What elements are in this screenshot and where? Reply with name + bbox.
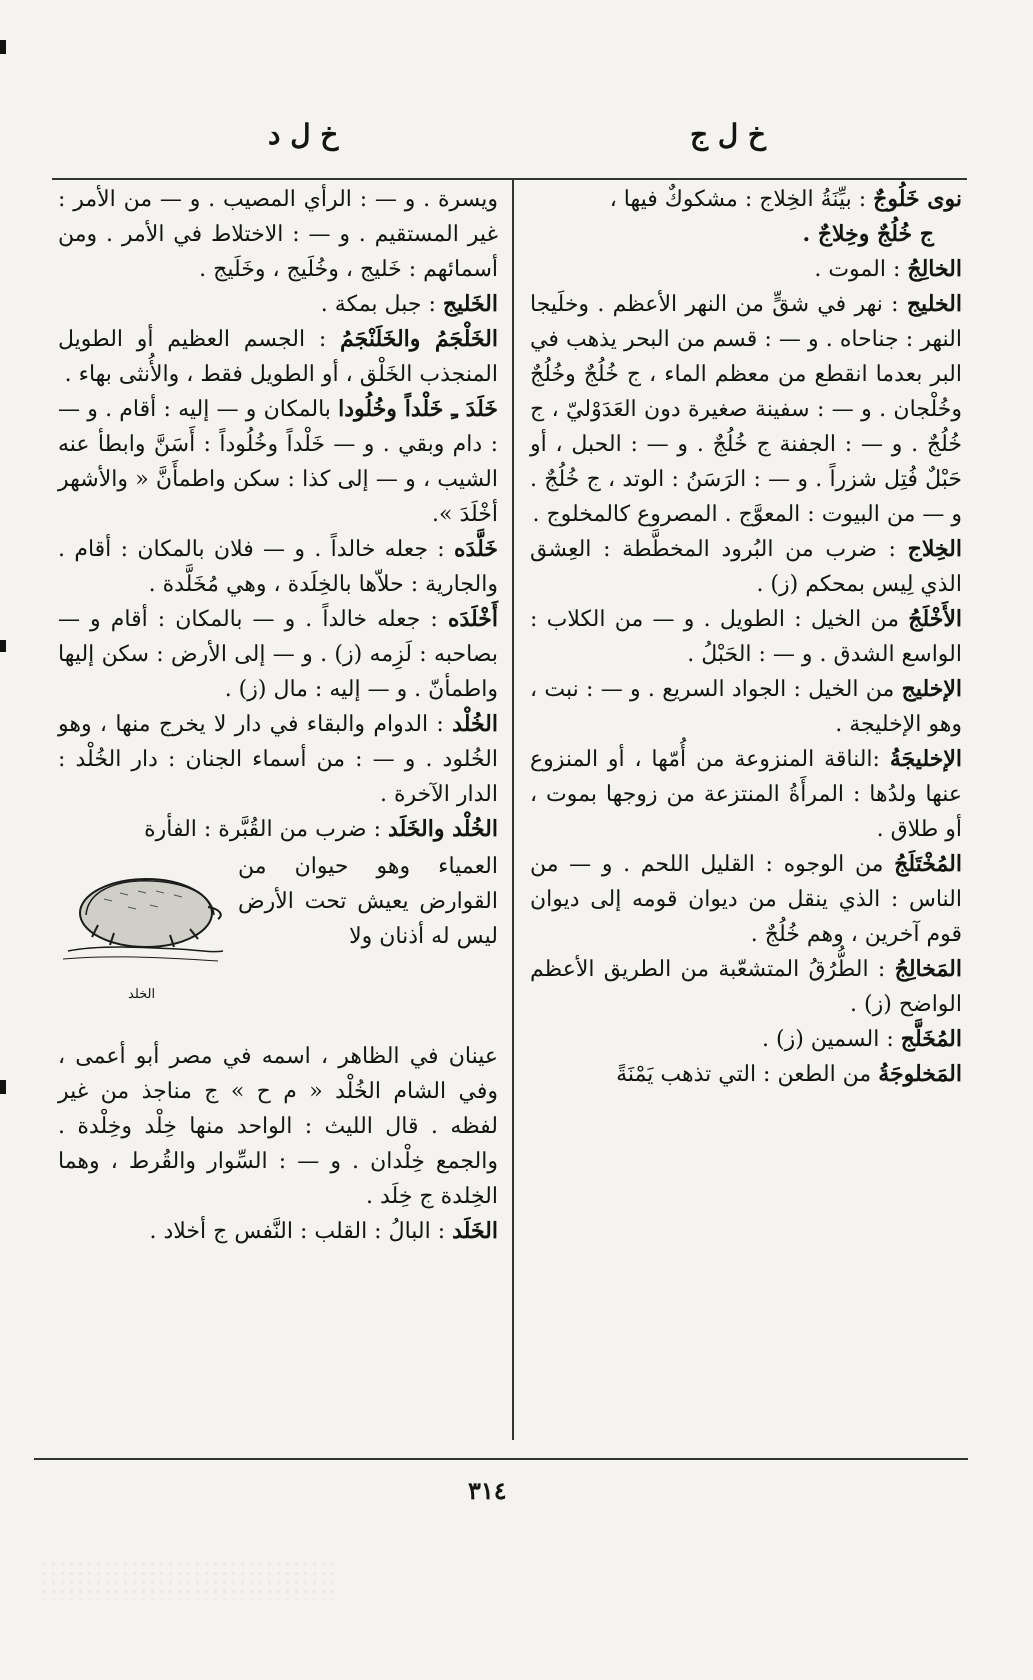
entry-headword: خَلَدَ ـِ خَلْداً وخُلُودا (338, 396, 499, 422)
scan-edge-mark (0, 1080, 6, 1094)
entry-definition: من الطعن : التي تذهب يَمْنَةً (616, 1062, 872, 1087)
entry-headword: الأَخْلَجُ (908, 606, 962, 632)
dictionary-entry (530, 287, 962, 532)
entry-headword: الإخليجَةُ (889, 746, 962, 772)
dictionary-entry (530, 182, 962, 252)
entry-headword: المَخالِجُ (894, 956, 962, 982)
entry-definition: من الوجوه : القليل اللحم . و — من الناس : الذي ينقل من ديوان قومه إلى ديوان قوم آخرين ، وهم خُلُجٌ . (530, 852, 962, 947)
dictionary-entry (58, 602, 498, 707)
animal-entry-text: العمياء وهو حيوان من القوارض يعيش تحت الأرض ليس له أذنان ولا (238, 854, 498, 949)
dictionary-entry (58, 707, 498, 812)
dictionary-entry (530, 1022, 962, 1057)
scan-edge-mark (0, 640, 6, 652)
dictionary-entry (530, 1057, 962, 1092)
entry-definition: : ضرب من البُرود المخطَّطة : العِشق الذي لِيس بمحكم (ز) . (530, 537, 962, 597)
dictionary-entry (58, 1214, 498, 1249)
entry-definition: : جبل بمكة . (320, 292, 436, 317)
bottom-rule (34, 1458, 968, 1460)
entry-definition: : الجسم العظيم أو الطويل المنجذب الخَلْق ، أو الطويل فقط ، والأُنثى بهاء . (58, 327, 498, 387)
dictionary-entry (530, 602, 962, 672)
entry-definition: : جعله خالداً . و — فلان بالمكان : أقام . والجارية : حلاّها بالخِلَدة ، وهي مُخَلَّدة . (58, 537, 498, 597)
animal-illustration-block (58, 849, 498, 1035)
entry-headword: الخالِجُ (907, 256, 962, 282)
dictionary-entry (58, 1039, 498, 1214)
entry-definition: : السمين (ز) . (762, 1027, 894, 1052)
scan-noise (40, 1560, 340, 1600)
entry-definition: ويسرة . و — : الرأي المصيب . و — من الأمر : غير المستقيم . و — : الاختلاط في الأمر . ومن أسمائهم : خَليج ، وخُلَيج ، وخَلَيج . (58, 187, 498, 282)
entry-definition: :الناقة المنزوعة من أُمّها ، أو المنزوع عنها ولدُها : المرأَةُ المنتزعة من زوجها بموت ، أو طلاق . (530, 747, 962, 842)
entry-definition: : جعله خالداً . و — بالمكان : أقام و — بصاحبه : لَزِمه (ز) . و — إلى الأرض : سكن إليها واطمأنّ . و — إليه : مال (ز) . (58, 607, 498, 702)
entry-headword: خَلَّدَه (454, 536, 498, 562)
right-column (530, 182, 962, 1092)
dictionary-entry (530, 672, 962, 742)
entry-headword: الخَلْجَمُ والخَلَنْجَمُ (340, 326, 498, 352)
entry-headword: أَخْلَدَه (447, 606, 498, 632)
illustration-caption: الخلد (128, 987, 156, 1002)
dictionary-entry (58, 182, 498, 287)
entry-definition: : الدوام والبقاء في دار لا يخرج منها ، وهو الخُلود . و — : من أسماء الجنان : دار الخُلْد : الدار الآخرة . (58, 712, 498, 807)
column-separator (512, 178, 514, 1440)
header-root-right: خ ل ج (690, 118, 766, 151)
entry-plural: ج خُلُجٌ وخِلاجٌ . (802, 221, 934, 247)
entry-headword: الخَلَد (452, 1218, 498, 1244)
dictionary-entry (530, 952, 962, 1022)
dictionary-entry (530, 532, 962, 602)
dictionary-entry (58, 532, 498, 602)
entry-definition: : البالُ : القلب : النَّفس ج أخلاد . (149, 1219, 446, 1244)
dictionary-entry (58, 392, 498, 532)
dictionary-entry (58, 812, 498, 847)
entry-headword: الخَليج (442, 291, 498, 317)
entry-headword: الخُلْد والخَلَد (388, 816, 498, 842)
entry-definition: : الموت . (814, 257, 901, 282)
left-column (58, 182, 498, 1249)
dictionary-entry (530, 252, 962, 287)
entry-headword: الخُلْد (452, 711, 498, 737)
dictionary-entry (530, 847, 962, 952)
entry-definition: من الخيل : الطويل . و — من الكلاب : الواسع الشدق . و — : الحَبْلُ . (530, 607, 962, 667)
entry-definition: من الخيل : الجواد السريع . و — : نبت ، وهو الإخليجة . (530, 677, 962, 737)
entry-definition: : ضرب من القُبَّرة : الفأرة (144, 817, 382, 842)
entry-headword: الخِلاج (907, 536, 962, 562)
entry-definition: : بيِّنَةُ الخِلاج : مشكوكٌ فيها ، (609, 187, 867, 212)
entry-definition: عينان في الظاهر ، اسمه في مصر أبو أعمى ، وفي الشام الخُلْد « م ح » ج مناجذ من غير لفظه . قال الليث : الواحد منها خِلْد وخِلْدة . والجمع خِلْدان . و — : السِّوار والقُرط ، وهما الخِلدة ج خِلَد . (58, 1044, 498, 1209)
entry-headword: نوى خَلُوجٌ (873, 186, 962, 212)
entry-definition: : نهر في شقٍّ من النهر الأعظم . وخلَيجا النهر : جناحاه . و — : قسم من البحر يذهب في البر بعدما انقطع من معظم الماء ، ج خُلُجٌ وخُلُجٌ وخُلْجان . و — : سفينة صغيرة دون العَدَوْليّ ، ج خُلُجٌ . و — : الجفنة ج خُلُجٌ . و — : الحبل ، أو حَبْلٌ فُتِل شزراً . و — : الرَسَنُ : الوتد ، ج خُلُجٌ . و — من البيوت : المعوَّج . المصروع كالمخلوج . (530, 292, 962, 527)
page-number: ٣١٤ (468, 1476, 507, 1505)
entry-headword: الخليج (906, 291, 962, 317)
dictionary-entry (530, 742, 962, 847)
top-rule (52, 178, 967, 180)
entry-headword: الإخليج (901, 676, 963, 702)
entry-headword: المُخَلَّج (900, 1026, 962, 1052)
scan-edge-mark (0, 40, 6, 54)
dictionary-entry (58, 287, 498, 322)
entry-definition: بالمكان و — إليه : أقام . و — : دام وبقي . و — خَلْداً وخُلُوداً : أَسَنَّ وابطأ عنه الشيب ، و — إلى كذا : سكن واطمأَنَّ « والأشهر أخْلَدَ ». (58, 397, 498, 527)
dictionary-entry (58, 322, 498, 392)
entry-headword: المُخْتَلَجُ (894, 851, 962, 877)
header-root-left: خ ل د (268, 118, 339, 151)
entry-headword: المَخلوجَةُ (878, 1061, 962, 1087)
mole-illustration (58, 855, 228, 975)
entry-definition: : الطُّرُقُ المتشعّبة من الطريق الأعظم الواضح (ز) . (530, 957, 962, 1017)
